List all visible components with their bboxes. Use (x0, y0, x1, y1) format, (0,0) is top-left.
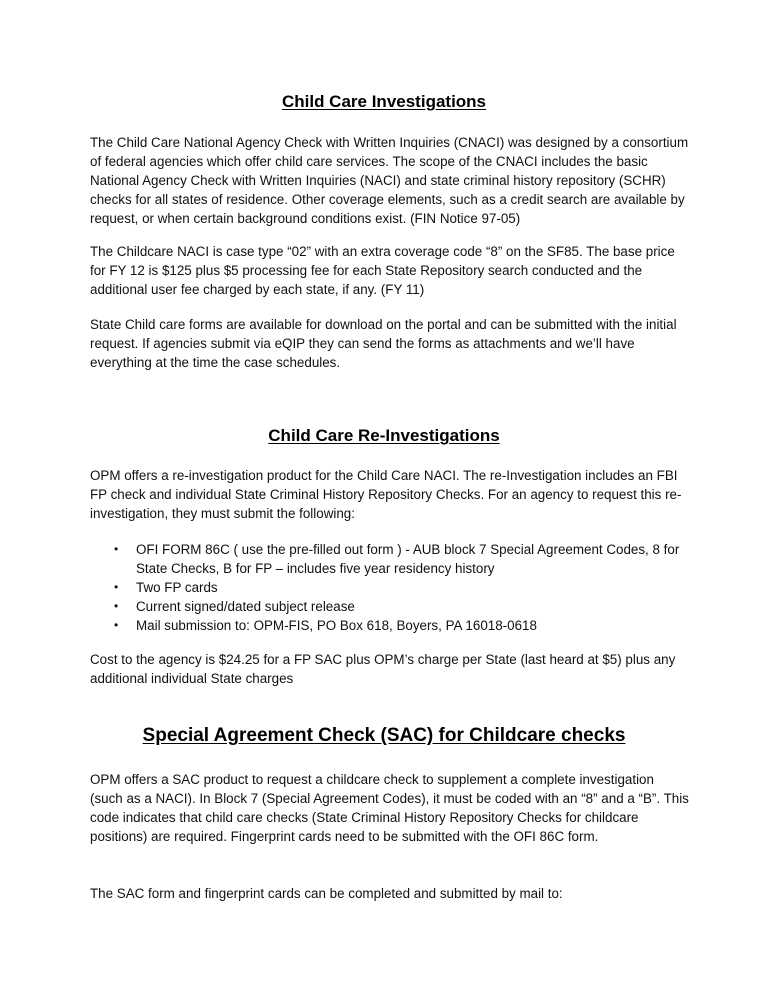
bullet-icon: • (114, 618, 119, 633)
list-item-text: Mail submission to: OPM-FIS, PO Box 618, Boyers, PA 16018-0618 (136, 618, 537, 634)
paragraph-reinvestigation-cost: Cost to the agency is $24.25 for a FP SAC plus OPM’s charge per State (last heard at $5) plus any additional individual State charges (90, 652, 676, 687)
section-heading-special-agreement-check: Special Agreement Check (SAC) for Childcare checks (142, 725, 626, 746)
list-item-text: OFI FORM 86C ( use the pre-filled out form ) - AUB block 7 Special Agreement Codes, 8 for State Checks, B for FP – includes five year residency history (136, 542, 680, 577)
list-item-text: Two FP cards (136, 580, 218, 596)
section-heading-child-care-investigations: Child Care Investigations (281, 92, 487, 111)
paragraph-sac-mailing: The SAC form and fingerprint cards can be completed and submitted by mail to: (90, 886, 563, 901)
paragraph-state-forms: State Child care forms are available for download on the portal and can be submitted with the initial request. If agencies submit via eQIP they can send the forms as attachments and we’ll have everything at the time the case schedules. (90, 317, 677, 371)
list-item (90, 597, 690, 616)
bullet-icon: • (114, 580, 119, 595)
list-item (90, 616, 690, 635)
list-item (90, 540, 690, 578)
paragraph-childcare-naci-pricing: The Childcare NACI is case type “02” with an extra coverage code “8” on the SF85. The base price for FY 12 is $125 plus $5 processing fee for each State Repository search conducted and the additional user fee charged by each state, if any. (FY 11) (90, 244, 675, 298)
bullet-icon: • (114, 599, 119, 614)
paragraph-sac-description: OPM offers a SAC product to request a childcare check to supplement a complete investigation (such as a NACI). In Block 7 (Special Agreement Codes), it must be coded with an “8” and a “B”. This code indicates that child care checks (State Criminal History Repository Checks for childcare positions) are required. Fingerprint cards need to be submitted with the OFI 86C form. (90, 772, 689, 845)
paragraph-reinvestigation-intro: OPM offers a re-investigation product for the Child Care NACI. The re-Investigation includes an FBI FP check and individual State Criminal History Repository Checks. For an agency to request this re-investigation, they must submit the following: (90, 468, 682, 522)
paragraph-cnaci-description: The Child Care National Agency Check with Written Inquiries (CNACI) was designed by a consortium of federal agencies which offer child care services. The scope of the CNACI includes the basic National Agency Check with Written Inquiries (NACI) and state criminal history repository (SCHR) checks for all states of residence. Other coverage elements, such as a credit search are available by request, or when certain background conditions exist. (FIN Notice 97-05) (90, 135, 689, 227)
list-item (90, 578, 690, 597)
section-heading-child-care-reinvestigations: Child Care Re-Investigations (268, 426, 500, 445)
list-item-text: Current signed/dated subject release (136, 599, 355, 615)
bullet-icon: • (114, 542, 119, 556)
requirements-list (90, 540, 690, 635)
